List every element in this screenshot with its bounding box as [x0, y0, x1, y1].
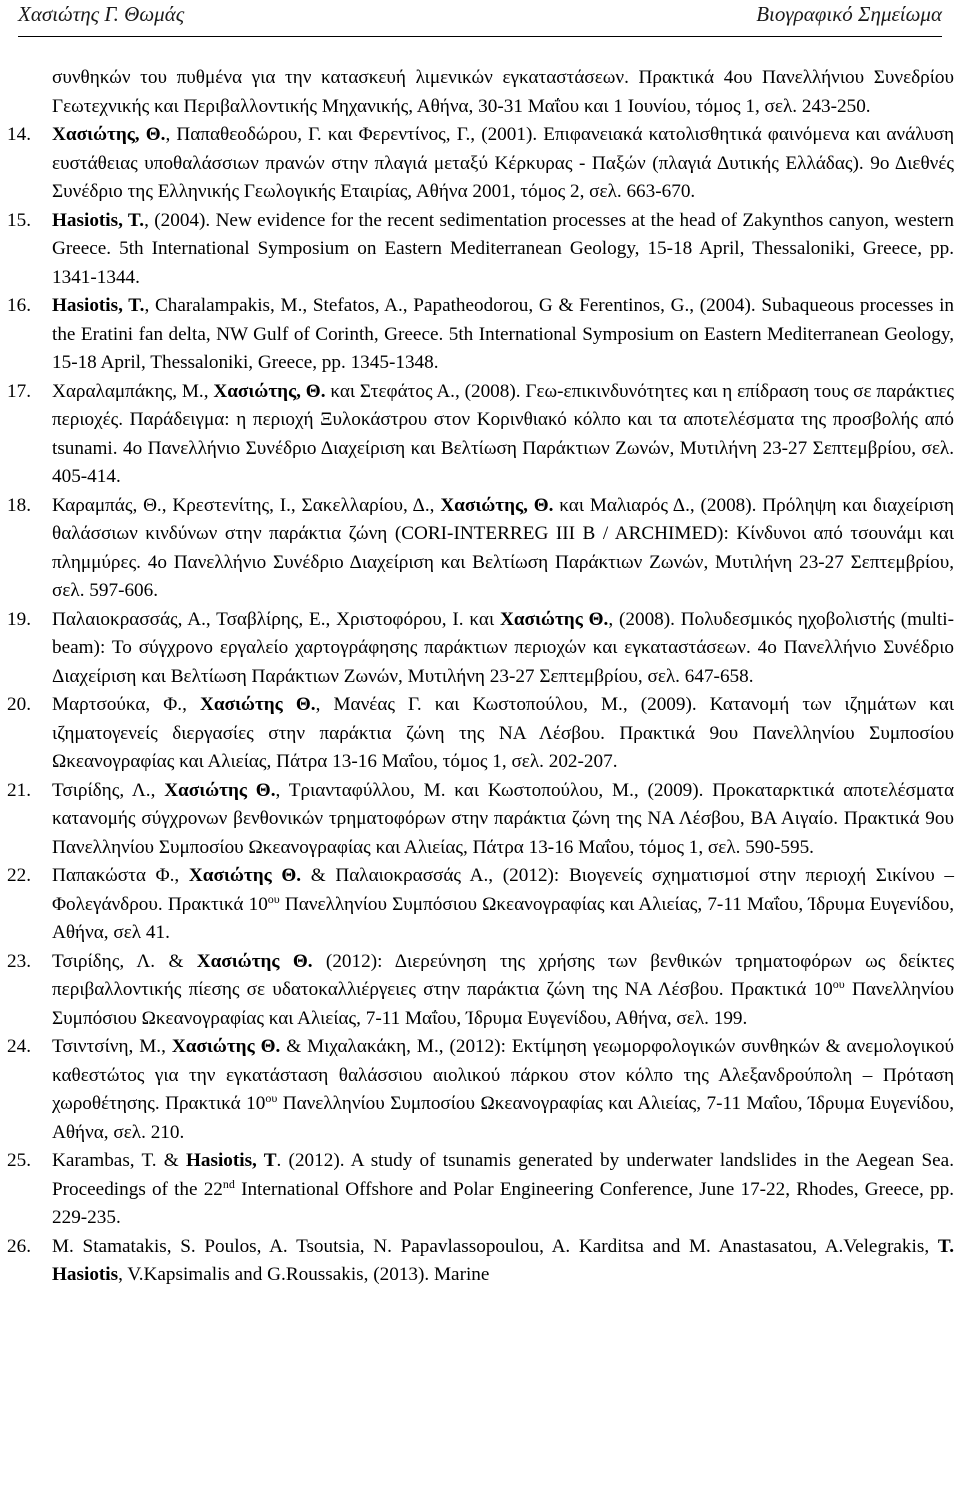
- reference-text: , (2008). Πολυδεσμικός ηχοβολιστής (multi-beam): Το σύγχρονο εργαλείο χαρτογράφησης παράκτιων περιοχών και εγκαταστάσεων. 4ο Πανελλήνιο Συνέδριο Διαχείριση και Βελτίωση Παράκτιων Ζωνών, Μυτιλήνη 23-27 Σεπτεμβρίου, σελ. 647-658.: [52, 608, 954, 687]
- reference-text: , V.Kapsimalis and G.Roussakis, (2013). Marine: [118, 1264, 490, 1285]
- reference-text: , Παπαθεοδώρου, Γ. και Φερεντίνος, Γ., (2001). Επιφανειακά κατολισθητικά φαινόμενα και ανάλυση ευστάθειας υποθαλάσσιων πρανών στην πλαγιά μεταξύ Κέρκυρας - Παξών (πλαγιά Δυτικής Ελλάδας). 9ο Διεθνές Συνέδριο της Ελληνικής Γεωλογικής Εταιρίας, Αθήνα 2001, τόμος 2, σελ. 663-670.: [52, 124, 954, 202]
- reference-item: [7, 606, 954, 692]
- reference-item: [7, 862, 954, 948]
- reference-text: Τσιντσίνη, Μ.,: [52, 1036, 172, 1057]
- reference-text: Τσιρίδης, Λ.,: [52, 779, 165, 801]
- reference-text: Παλαιοκρασσάς, Α., Τσαβλίρης, Ε., Χριστοφόρου, Ι. και: [52, 608, 500, 630]
- reference-text: , Μανέας Γ. και Κωστοπούλου, Μ., (2009). Κατανομή των ιζημάτων και ιζηματογενείς διεργασίες στην παράκτια ζώνη της ΝΑ Λέσβου. Πρακτικά 9ου Πανελληνίου Συμποσίου Ωκεανογραφίας και Αλιείας, Πάτρα 13-16 Μαΐου, τόμος 1, σελ. 202-207.: [52, 694, 954, 772]
- reference-item: [7, 1233, 954, 1290]
- reference-text: International Offshore and Polar Engineering Conference, June 17-22, Rhodes, Greece, pp. 229-235.: [52, 1178, 954, 1228]
- reference-item: [7, 207, 954, 293]
- header-author: Χασιώτης Γ. Θωμάς: [18, 2, 185, 26]
- reference-item: [7, 292, 955, 378]
- author-highlight: T. Hasiotis: [52, 1235, 954, 1285]
- reference-text: & Παλαιοκρασσάς Α., (2012): Βιογενείς σχηματισμοί στην περιοχή Σικίνου – Φολεγάνδρου. Πρακτικά 10: [52, 865, 954, 915]
- reference-text: , Τριανταφύλλου, Μ. και Κωστοπούλου, Μ., (2009). Προκαταρκτικά αποτελέσματα κατανομής σύγχρονων βενθονικών τρηματοφόρων στην παράκτια ζώνη της ΝΑ Λέσβου, ΒΑ Αιγαίο. Πρακτικά 9ου Πανελληνίου Συμποσίου Ωκεανογραφίας και Αλιείας, Πάτρα 13-16 Μαΐου, τόμος 1, σελ. 590-595.: [52, 779, 955, 858]
- reference-text: Πανελληνίου Συμπόσιου Ωκεανογραφίας και Αλιείας, 7-11 Μαΐου, Ίδρυμα Ευγενίδου, Αθήνα, σελ. 199.: [52, 979, 955, 1029]
- author-highlight: Χασιώτης Θ.: [188, 865, 302, 886]
- superscript-text: ου: [832, 977, 845, 991]
- reference-number: 18.: [7, 494, 31, 516]
- author-highlight: Χασιώτης Θ.: [199, 694, 316, 715]
- reference-text: M. Stamatakis, S. Poulos, A. Tsoutsia, N. Papavlassopoulou, A. Karditsa and M. Anastasatou, A.Velegrakis,: [52, 1235, 938, 1257]
- header-doc-title: Βιογραφικό Σημείωμα: [756, 2, 942, 26]
- author-highlight: Χασιώτης Θ.: [499, 608, 609, 630]
- superscript-text: nd: [222, 1176, 235, 1191]
- reference-item: [7, 777, 955, 863]
- reference-text: Μαρτσούκα, Φ.,: [52, 694, 200, 715]
- reference-item: [7, 691, 954, 777]
- reference-text: , Charalampakis, M., Stefatos, A., Papatheodorou, G & Ferentinos, G., (2004). Subaqueous processes in the Eratini fan delta, NW Gulf of Corinth, Greece. 5th International Symposium on Eastern Mediterranean Geology, 15-18 April, Thessaloniki, Greece, pp. 1345-1348.: [52, 295, 955, 373]
- reference-text: . (2012). A study of tsunamis generated by underwater landslides in the Aegean Sea. Proceedings of the 22: [52, 1150, 954, 1200]
- reference-number: 25.: [7, 1150, 31, 1171]
- author-highlight: Hasiotis, T.: [52, 209, 145, 231]
- author-highlight: Χασιώτης Θ.: [164, 779, 276, 801]
- reference-number: 15.: [7, 209, 31, 231]
- reference-number: 19.: [7, 608, 31, 630]
- reference-text: Karambas, T. &: [52, 1150, 186, 1171]
- reference-list: [7, 64, 955, 1290]
- page-header: [18, 0, 942, 37]
- reference-item: [7, 1147, 954, 1233]
- reference-number: 16.: [7, 295, 31, 316]
- reference-number: 26.: [7, 1235, 31, 1257]
- reference-number: 23.: [7, 950, 31, 972]
- author-highlight: Χασιώτης, Θ.: [52, 124, 166, 145]
- reference-text: Καραμπάς, Θ., Κρεστενίτης, Ι., Σακελλαρίου, Δ.,: [52, 494, 441, 516]
- reference-number: 22.: [7, 865, 31, 886]
- author-highlight: Χασιώτης Θ.: [171, 1036, 281, 1057]
- reference-item: [7, 492, 954, 606]
- reference-number: 21.: [7, 779, 31, 801]
- reference-number: 17.: [7, 380, 31, 402]
- reference-text: και Στεφάτος Α., (2008). Γεω-επικινδυνότητες και η επίδραση τους σε παράκτιες περιοχές. Παράδειγμα: η περιοχή Ξυλοκάστρου στον Κορινθιακό κόλπο και τα αποτελέσματα της προσβολής από tsunami. 4ο Πανελλήνιο Συνέδριο Διαχείριση και Βελτίωση Παράκτιων Ζωνών, Μυτιλήνη 23-27 Σεπτεμβρίου, σελ. 405-414.: [52, 380, 954, 487]
- reference-text: Χαραλαμπάκης, Μ.,: [52, 380, 214, 402]
- author-highlight: Χασιώτης Θ.: [196, 950, 313, 972]
- reference-number: 14.: [7, 124, 31, 145]
- superscript-text: ου: [267, 891, 280, 906]
- reference-number: 20.: [7, 694, 31, 715]
- reference-number: 24.: [7, 1036, 31, 1057]
- reference-text: Παπακώστα Φ.,: [52, 865, 189, 886]
- reference-text: (2012): Διερεύνηση της χρήσης των βενθικών τρηματοφόρων ως δείκτες περιβαλλοντικής πίεσης σε υδατοκαλλιέργειες στην παράκτια ζώνη της ΝΑ Λέσβου. Πρακτικά 10: [52, 950, 954, 1000]
- superscript-text: ου: [265, 1091, 278, 1105]
- reference-text: Τσιρίδης, Λ. &: [52, 950, 197, 972]
- author-highlight: Hasiotis, T: [185, 1150, 277, 1171]
- reference-item: [7, 948, 955, 1034]
- reference-text: Πανελληνίου Συμπόσιου Ωκεανογραφίας και Αλιείας, 7-11 Μαΐου, Ίδρυμα Ευγενίδου, Αθήνα, σελ 41.: [52, 893, 954, 943]
- reference-item: [7, 121, 954, 207]
- reference-text: & Μιχαλακάκη, Μ., (2012): Εκτίμηση γεωμορφολογικών συνθηκών & ανεμολογικού καθεστώτος για την εγκατάσταση θαλάσσιου αιολικού πάρκου στον κόλπο της Αλεξανδρούπολη – Πρόταση χωροθέτησης. Πρακτικά 10: [52, 1036, 954, 1114]
- author-highlight: Χασιώτης, Θ.: [213, 380, 326, 402]
- author-highlight: Hasiotis, T.: [52, 295, 145, 316]
- reference-text: , (2004). New evidence for the recent sedimentation processes at the head of Zakynthos canyon, western Greece. 5th International Symposium on Eastern Mediterranean Geology, 15-18 April, Thessaloniki, Greece, pp. 1341-1344.: [52, 209, 954, 288]
- reference-text: Πανελληνίου Συμποσίου Ωκεανογραφίας και Αλιείας, 7-11 Μαΐου, Ίδρυμα Ευγενίδου, Αθήνα, σελ. 210.: [52, 1093, 954, 1143]
- continuation-paragraph: συνθηκών του πυθμένα για την κατασκευή λιμενικών εγκαταστάσεων. Πρακτικά 4ου Πανελλήνιου Συνεδρίου Γεωτεχνικής και Περιβαλλοντικής Μηχανικής, Αθήνα, 30-31 Μαΐου και 1 Ιουνίου, τόμος 1, σελ. 243-250.: [52, 67, 954, 117]
- author-highlight: Χασιώτης, Θ.: [440, 494, 554, 516]
- reference-item: [7, 1033, 954, 1147]
- reference-text: και Μαλιαρός Δ., (2008). Πρόληψη και διαχείριση θαλάσσιων κινδύνων στην παράκτια ζώνη (CORI-INTERREG III B / ARCHIMED): Κίνδυνοι από τσουνάμι και πλημμύρες. 4ο Πανελλήνιο Συνέδριο Διαχείριση και Βελτίωση Παράκτιων Ζωνών, Μυτιλήνη 23-27 Σεπτεμβρίου, σελ. 597-606.: [52, 494, 954, 601]
- reference-item: [7, 378, 954, 492]
